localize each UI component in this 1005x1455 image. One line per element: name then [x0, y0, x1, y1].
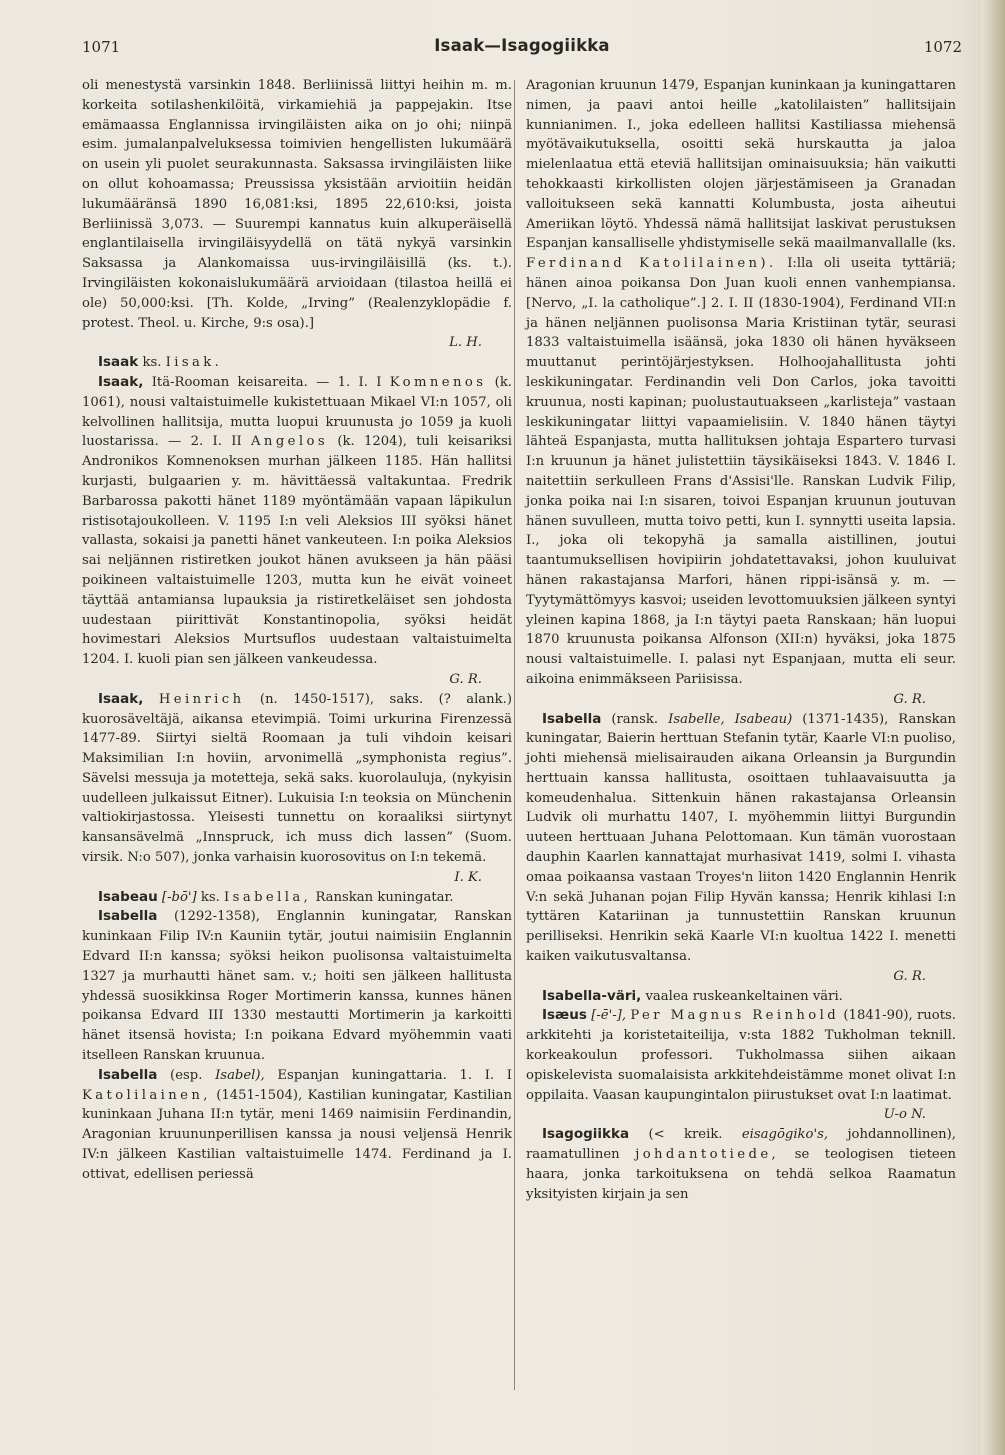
entry-isabella-color: Isabella-väri, vaalea ruskeankeltainen väri.	[542, 987, 843, 1004]
entry-isabella-spain: Isabella (esp. Isabel), Espanjan kuningattaria. 1. I. I Katolilainen, (1451-1504), Kastilian kuningatar, Kastilian kuninkaan Juhana II:n tytär, meni 1469 naimisiin Ferdinandin, Aragonian kruununperillisen kanssa ja nousi veljensä Henrik IV:n jälkeen Kastilian valtaistuimelle 1474. Ferdinand ja I. ottivat, edellisen periessä	[82, 1066, 512, 1182]
irving-continuation: oli menestystä varsinkin 1848. Berliinissä liittyi heihin m. m. korkeita sotilashenkilöitä, virkamiehiä ja pappejakin. Itse emämaassa Englannissa irvingiläisten aika on jo ohi; niinpä esim. jumalanpalveluksessa toimivien hengellisten lukumäärä on usein yli puolet seurakunnasta. Saksassa irvingiläisten liike on ollut kohoamassa; Preussissa yksistään arvioitiin heidän lukumääränsä 1890 16,081:ksi, 1895 22,610:ksi, joista Berliinissä 3,073. — Suurempi kannatus kuin alkuperäisellä englantilaisella irvingiläisyydellä on tätä nykyä varsinkin Saksassa ja Alankomaissa uus-irvingiläisillä (ks. t.). Irvingiläisten kokonaislukumäärä arvioidaan (tilastoa heillä ei ole) 50,000:ksi. [Th. Kolde, „Irving” (Realenzyklopädie f. protest. Theol. u. Kirche, 9:s osa).] L. H.	[82, 76, 512, 353]
signature: G. R.	[449, 671, 482, 687]
entry-isaak-ref: Isaak ks. Iisak.	[98, 354, 223, 371]
page-edge	[981, 0, 1005, 1455]
entry-isaak-emperors: Isaak, Itä-Rooman keisareita. — 1. I. I Komnenos (k. 1061), nousi valtaistuimelle kukistettuaan Mikael VI:n 1057, oli kelvollinen hallitsija, mutta luopui kruunusta jo 1059 ja kuoli luostarissa. — 2. I. II Angelos (k. 1204), tuli keisariksi Andronikos Komnenoksen murhan jälkeen 1185. Hän hallitsi kurjasti, bulgaarien y. m. hävittäessä valtakuntaa. Fredrik Barbarossa pakotti hänet 1189 myöntämään vapaan läpikulun ristisotajoukolleen. V. 1195 I:n veli Aleksios III syöksi hänet vallasta, sokaisi ja panetti hänet vankeuteen. I:n poika Aleksios sai neljännen ristiretken joukot hänen avukseen ja hän pääsi poikineen valtaistuimelle 1203, mutta kun he eivät voineet täyttää antamiansa lupauksia ja ristiretkeläiset sen johdosta uudestaan piirittivät Konstantinopolia, syöksi heidät hovimestari Aleksios Murtsuflos uudestaan valtaistuimelta 1204. I. kuoli pian sen jälkeen vankeudessa. G. R.	[82, 373, 512, 690]
entry-isaeus: Isæus [-ē'-], Per Magnus Reinhold (1841-90), ruots. arkkitehti ja koristetaiteilija, v:sta 1882 Tukholman teknill. korkeakoulun professori. Tukholmassa siihen aikaan opiskelevista suomalaisista arkkitehdeistämme monet olivat I:n oppilaita. Vaasan kaupungintalon piirustukset ovat I:n laatimat. U-o N.	[526, 1006, 956, 1125]
entry-isabella-england: Isabella (1292-1358), Englannin kuningatar, Ranskan kuninkaan Filip IV:n Kauniin tytär, joutui naimisiin Englannin Edvard II:n kanssa; syöksi heikon puolisonsa valtaistuimelta 1327 ja murhautti hänet sam. v.; hoiti sen jälkeen hallitusta yhdessä suosikkinsa Roger Mortimerin kanssa, kunnes hänen poikansa Edvard III 1330 mestautti Mortimerin ja karkoitti hänet itsensä hovista; I:n poikana Edvard myöhemmin vaati itselleen Ranskan kruunua.	[82, 908, 512, 1064]
cross-reference: Iisak.	[165, 355, 223, 371]
page-number-right: 1072	[923, 38, 962, 56]
headword: Isabella	[98, 1066, 158, 1083]
signature: L. H.	[449, 335, 482, 351]
entry-isaak-heinrich: Isaak, Heinrich (n. 1450-1517), saks. (? alank.) kuorosäveltäjä, aikansa etevimpiä. Toimi urkurina Firenzessä 1477-89. Siirtyi sieltä Roomaan ja tuli vihdoin keisari Maksimilian I:n hoviin, arvonimellä „symphonista regius”. Sävelsi messuja ja motetteja, sekä saks. kuorolauluja, (nykyisin uudelleen julkaissut Eitner). Lukuisia I:n teoksia on Münchenin valtiokirjastossa. Yleisesti tunnettu on koraaliksi siirtynyt kansansävelmä „Innspruck, ich muss dich lassen” (Suom. virsik. N:o 507), jonka varhaisin kuorosovitus on I:n tekemä. I. K.	[82, 690, 512, 888]
cross-reference: Isabella,	[224, 889, 312, 905]
headword: Isaak,	[98, 373, 144, 390]
signature: U-o N.	[883, 1107, 926, 1123]
headword: Isabella	[542, 710, 602, 727]
column-divider	[514, 80, 515, 1390]
signature: G. R.	[893, 691, 926, 707]
entry-isagogiikka: Isagogiikka (< kreik. eisagōgiko's, johdannollinen), raamatullinen johdantotiede, se teologisen tieteen haara, jonka tarkoituksena on tehdä selkoa Raamatun yksityisten kirjain ja sen	[526, 1126, 957, 1202]
headword: Isæus	[542, 1007, 587, 1024]
page-number-left: 1071	[82, 38, 121, 56]
entry-isabella-france: Isabella (ransk. Isabelle, Isabeau) (1371-1435), Ranskan kuningatar, Baierin herttuan Stefanin tytär, Kaarle VI:n puoliso, johti miehensä mielisairauden aikana Orleansin ja Burgundin herttuain kanssa hallitusta, osoittaen tuhlaavaisuutta ja komeudenhalua. Sittenkuin hänen rakastajansa Orleansin Ludvik oli murhattu 1407, I. myöhemmin liittyi Burgundin uuteen herttuaan Juhana Pelottomaan. Kun tämän vuorostaan dauphin Kaarlen kannattajat murhasivat 1419, solmi I. vihasta omaa poikaansa vastaan Troyes'n liiton 1420 Englannin Henrik V:n sekä Juhanan pojan Filip Hyvän kanssa; Henrik kihlasi I:n tyttären Katariinan ja tunnustettiin Ranskan kruunun perilliseksi. Henrikin sekä Kaarle VI:n kuoltua 1422 I. menetti kaiken vaikutusvaltansa. G. R.	[526, 710, 956, 987]
signature: G. R.	[893, 968, 926, 984]
headword: Isabella	[98, 908, 158, 925]
entry-isabeau: Isabeau [-bō'] ks. Isabella, Ranskan kuningatar.	[98, 888, 454, 905]
headword: Isabella-väri,	[542, 987, 642, 1004]
right-column	[526, 76, 956, 1204]
headword: Isabeau	[98, 888, 158, 905]
headword: Isaak	[98, 354, 139, 371]
running-title: Isaak—Isagogiikka	[434, 36, 610, 55]
page-header	[82, 38, 962, 62]
cross-reference: Ferdinand Katolilainen).	[526, 256, 777, 272]
isabella-spain-continuation: Aragonian kruunun 1479, Espanjan kuninkaan ja kuningattaren nimen, ja paavi antoi heille „katolilaisten” hallitsijain kunnianimen. I., joka edelleen hallitsi Kastiliassa miehensä myötävaikutuksella, osoitti sekä hurskautta ja jaloa mielenlaatua että eteviä hallitsijan ominaisuuksia; hän vaikutti tehokkaasti kirkollisten olojen järjestämiseen ja Granadan valloitukseen sekä kannatti Kolumbusta, josta aiheutui Ameriikan löytö. Yhdessä nämä hallitsijat laskivat perustuksen Espanjan kansalliselle yhdistymiselle sekä maailmanvallalle (ks. Ferdinand Katolilainen). I:lla oli useita tyttäriä; hänen ainoa poikansa Don Juan kuoli ennen vanhempiansa. [Nervo, „I. la catholique”.] 2. I. II (1830-1904), Ferdinand VII:n ja hänen neljännen puolisonsa Maria Kristiinan tytär, seurasi 1833 valtaistuimella isäänsä, joka 1830 oli hänen hyväkseen muuttanut perintöjärjestyksen. Holhoojahallitusta johti leskikuningatar. Ferdinandin veli Don Carlos, joka tavoitti kruunua, nosti kapinan; puolustautuakseen „karlisteja” vastaan leskikuningatar liittyi vapaamielisiin. V. 1840 hänen täytyi lähteä Espanjasta, mutta hallituksen johtaja Espartero turvasi I:n kruunun ja hänet julistettiin täysikäiseksi 1843. V. 1846 I. naitettiin serkulleen Frans d'Assisi'lle. Ranskan Ludvik Filip, jonka poika nai I:n sisaren, toivoi Espanjan kruunun joutuvan hänen suvulleen, mutta toivo petti, kun I. synnytti useita lapsia. I., joka oli tekopyhä ja samalla aistillinen, joutui taantumuksellisen hovipiirin johdatettavaksi, johon kuuluivat hänen rakastajansa Marfori, hänen rippi-isänsä y. m. — Tyytymättömyys kasvoi; useiden levottomuuksien jälkeen syntyi yleinen kapina 1868, ja I:n täytyi paeta Ranskaan; hän luopui 1870 kruunusta poikansa Alfonson (XII:n) hyväksi, joka 1875 nousi valtaistuimelle. I. palasi nyt Espanjaan, mutta eli seur. aikoina enimmäkseen Pariisissa. G. R.	[526, 76, 956, 710]
headword: Isaak,	[98, 690, 144, 707]
signature: I. K.	[454, 869, 482, 885]
headword: Isagogiikka	[542, 1126, 630, 1143]
left-column	[82, 76, 512, 1185]
